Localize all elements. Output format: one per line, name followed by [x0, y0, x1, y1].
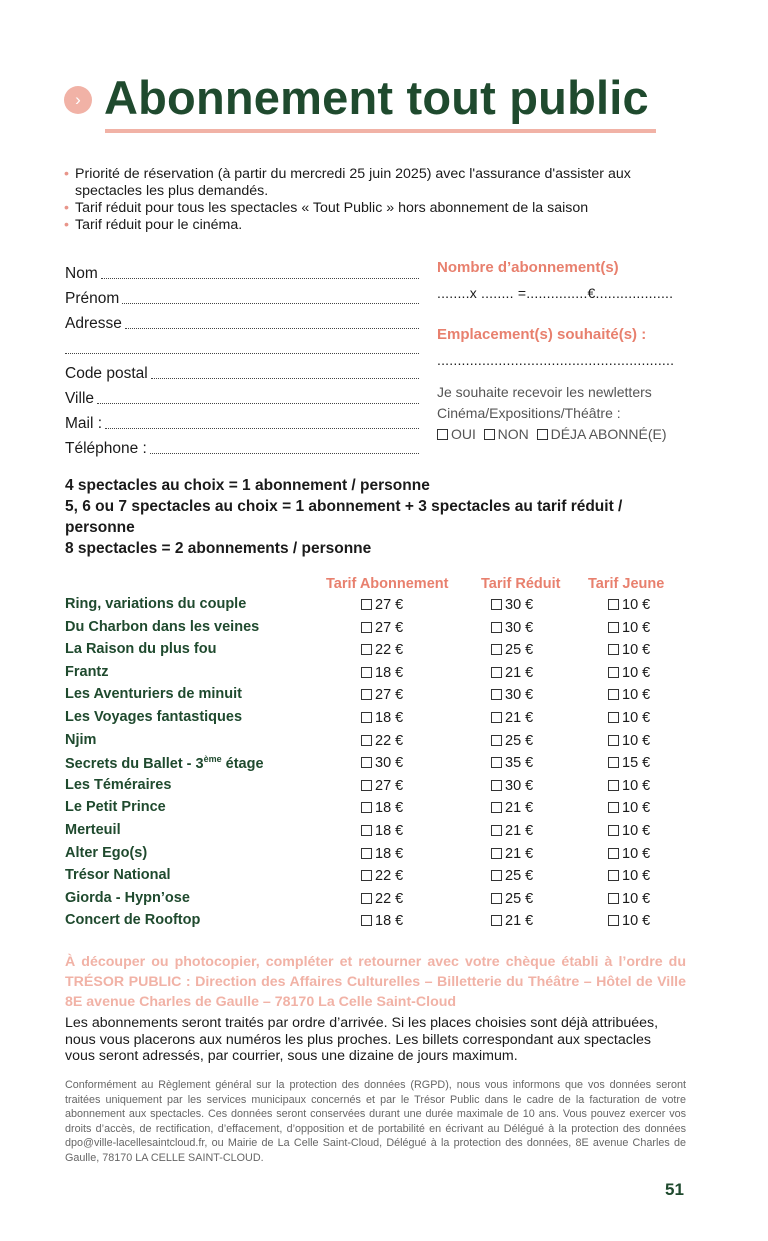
reduit-checkbox[interactable]: [491, 712, 502, 723]
col-tarif-reduit: Tarif Réduit: [481, 576, 561, 592]
table-row: [0, 752, 768, 775]
reduit-checkbox[interactable]: [491, 735, 502, 746]
prenom-field[interactable]: [65, 283, 419, 308]
price-reduit-value: 25 €: [505, 890, 534, 907]
abonnement-checkbox[interactable]: [361, 825, 372, 836]
abonnement-checkbox[interactable]: [361, 915, 372, 926]
mail-label: Mail :: [65, 415, 103, 432]
telephone-label: Téléphone :: [65, 440, 147, 457]
price-reduit-value: 21 €: [505, 845, 534, 862]
price-abonnement[interactable]: [361, 687, 403, 703]
abonnement-checkbox[interactable]: [361, 644, 372, 655]
show-name-text: Du Charbon dans les veines: [65, 618, 260, 635]
show-name-text: Ring, variations du couple: [65, 596, 247, 612]
non-label: NON: [497, 426, 529, 442]
abonnement-checkbox[interactable]: [361, 757, 372, 768]
price-jeune[interactable]: [608, 710, 650, 726]
price-abonnement[interactable]: [361, 733, 403, 749]
price-abonnement-value: 22 €: [375, 868, 404, 885]
jeune-checkbox[interactable]: [608, 915, 619, 926]
jeune-checkbox[interactable]: [608, 802, 619, 813]
show-name: [65, 867, 171, 883]
show-name-text: Les Voyages fantastiques: [65, 708, 243, 725]
price-abonnement-value: 22 €: [375, 890, 404, 907]
show-name-text: Les Téméraires: [65, 776, 172, 793]
price-jeune[interactable]: [608, 800, 650, 816]
emplacement-heading: Emplacement(s) souhaité(s) :: [437, 326, 647, 343]
table-row: [0, 730, 768, 753]
show-name: [65, 890, 190, 906]
prenom-label: Prénom: [65, 290, 120, 307]
show-name: [65, 664, 109, 680]
benefit-item: • Priorité de réservation (à partir du mercredi 25 juin 2025) avec l'assurance d'assister aux spectacles les plus demandés.: [64, 166, 694, 200]
jeune-checkbox[interactable]: [608, 870, 619, 881]
price-jeune[interactable]: [608, 597, 650, 613]
table-row: [0, 617, 768, 640]
abonnement-checkbox[interactable]: [361, 712, 372, 723]
adresse-input[interactable]: [125, 328, 419, 329]
price-abonnement[interactable]: [361, 597, 403, 613]
price-reduit-value: 21 €: [505, 800, 534, 817]
table-row: [0, 707, 768, 730]
ville-input[interactable]: [97, 403, 419, 404]
nom-input[interactable]: [101, 278, 419, 279]
abonnement-checkbox[interactable]: [361, 780, 372, 791]
table-row: [0, 910, 768, 933]
oui-label: OUI: [451, 426, 476, 442]
jeune-checkbox[interactable]: [608, 667, 619, 678]
reduit-checkbox[interactable]: [491, 893, 502, 904]
price-jeune-value: 10 €: [622, 777, 651, 794]
benefit-item: • Tarif réduit pour le cinéma.: [64, 217, 694, 234]
price-reduit-value: 21 €: [505, 913, 534, 930]
price-jeune-value: 10 €: [622, 913, 651, 930]
show-name-text: Secrets du Ballet - 3: [65, 755, 204, 772]
show-name-text: Concert de Rooftop: [65, 912, 201, 929]
price-reduit[interactable]: [491, 642, 533, 658]
price-reduit-value: 30 €: [505, 597, 534, 613]
show-name: [65, 619, 259, 635]
show-name: [65, 686, 242, 702]
jeune-checkbox[interactable]: [608, 599, 619, 610]
price-abonnement[interactable]: [361, 800, 403, 816]
price-jeune[interactable]: [608, 778, 650, 794]
jeune-checkbox[interactable]: [608, 825, 619, 836]
rule-item: 8 spectacles = 2 abonnements / personne: [65, 540, 372, 557]
price-reduit-value: 30 €: [505, 687, 534, 704]
price-abonnement[interactable]: [361, 665, 403, 681]
price-abonnement[interactable]: [361, 710, 403, 726]
price-abonnement-value: 18 €: [375, 664, 404, 681]
jeune-checkbox[interactable]: [608, 644, 619, 655]
emplacement-input[interactable]: ..........................................................: [437, 352, 675, 368]
price-abonnement-value: 22 €: [375, 642, 404, 659]
nombre-input[interactable]: ........x ........ =...............€...................: [437, 285, 674, 301]
jeune-checkbox[interactable]: [608, 712, 619, 723]
price-reduit[interactable]: [491, 891, 533, 907]
abonnement-checkbox[interactable]: [361, 689, 372, 700]
price-reduit[interactable]: [491, 755, 533, 771]
adresse-input-2[interactable]: [65, 353, 419, 354]
page-title: Abonnement tout public: [104, 71, 649, 124]
price-jeune-value: 10 €: [622, 890, 651, 907]
price-reduit-value: 21 €: [505, 709, 534, 726]
table-row: [0, 888, 768, 911]
show-name: [65, 777, 171, 793]
code-postal-label: Code postal: [65, 365, 148, 382]
price-jeune-value: 10 €: [622, 687, 651, 704]
table-row: [0, 594, 768, 617]
abonnement-checkbox[interactable]: [361, 599, 372, 610]
price-reduit[interactable]: [491, 913, 533, 929]
price-jeune-value: 15 €: [622, 755, 651, 772]
price-reduit-value: 25 €: [505, 732, 534, 749]
price-jeune[interactable]: [608, 620, 650, 636]
price-jeune-value: 10 €: [622, 619, 651, 636]
reduit-checkbox[interactable]: [491, 757, 502, 768]
table-row: [0, 775, 768, 798]
abonnement-checkbox[interactable]: [361, 735, 372, 746]
table-row: [0, 865, 768, 888]
price-reduit-value: 30 €: [505, 777, 534, 794]
show-name-text: Njim: [65, 731, 97, 748]
nombre-heading: Nombre d’abonnement(s): [437, 259, 619, 276]
price-reduit[interactable]: [491, 620, 533, 636]
jeune-checkbox[interactable]: [608, 780, 619, 791]
mail-input[interactable]: [105, 428, 419, 429]
price-abonnement-value: 22 €: [375, 732, 404, 749]
show-name-text: La Raison du plus fou: [65, 641, 217, 658]
price-jeune-value: 10 €: [622, 732, 651, 749]
abonnement-checkbox[interactable]: [361, 870, 372, 881]
abonnement-checkbox[interactable]: [361, 893, 372, 904]
reduit-checkbox[interactable]: [491, 848, 502, 859]
reduit-checkbox[interactable]: [491, 780, 502, 791]
page-number: 51: [665, 1180, 684, 1199]
reduit-checkbox[interactable]: [491, 599, 502, 610]
price-abonnement-value: 27 €: [375, 687, 404, 704]
price-jeune[interactable]: [608, 868, 650, 884]
show-name: [65, 845, 147, 861]
price-abonnement-value: 27 €: [375, 597, 404, 613]
price-abonnement-value: 27 €: [375, 777, 404, 794]
rule-item: 4 spectacles au choix = 1 abonnement / personne: [65, 477, 430, 494]
price-jeune[interactable]: [608, 891, 650, 907]
newsletter-line-1: Je souhaite recevoir les newletters: [437, 384, 652, 400]
show-name: [65, 641, 216, 657]
reduit-checkbox[interactable]: [491, 689, 502, 700]
table-row: [0, 662, 768, 685]
price-abonnement[interactable]: [361, 755, 403, 771]
reduit-checkbox[interactable]: [491, 644, 502, 655]
col-tarif-jeune: Tarif Jeune: [588, 576, 665, 592]
price-reduit[interactable]: [491, 823, 533, 839]
abonnement-checkbox[interactable]: [361, 802, 372, 813]
jeune-checkbox[interactable]: [608, 757, 619, 768]
price-reduit-value: 30 €: [505, 619, 534, 636]
price-abonnement-value: 18 €: [375, 709, 404, 726]
price-reduit-value: 21 €: [505, 822, 534, 839]
jeune-checkbox[interactable]: [608, 893, 619, 904]
abonnement-checkbox[interactable]: [361, 622, 372, 633]
show-name-text: Les Aventuriers de minuit: [65, 686, 242, 703]
newsletter-line-2: Cinéma/Expositions/Théâtre :: [437, 405, 621, 421]
show-name-text: Giorda - Hypn’ose: [65, 889, 190, 906]
show-name-text: Frantz: [65, 663, 109, 680]
price-reduit-value: 25 €: [505, 642, 534, 659]
subscription-details: [437, 259, 697, 445]
price-jeune-value: 10 €: [622, 868, 651, 885]
return-instructions: À découper ou photocopier, compléter et retourner avec votre chèque établi à l’ordre du TRÉSOR PUBLIC : Direction des Affaires Culturelles – Billetterie du Théâtre – Hôtel de Ville 8E avenue Charles de Gaulle – 78170 La Celle Saint-Cloud: [65, 954, 686, 1010]
col-tarif-abonnement: Tarif Abonnement: [326, 576, 449, 592]
title-underline: [105, 129, 656, 133]
abonnement-checkbox[interactable]: [361, 848, 372, 859]
jeune-checkbox[interactable]: [608, 689, 619, 700]
reduit-checkbox[interactable]: [491, 802, 502, 813]
prenom-input[interactable]: [122, 303, 419, 304]
price-reduit-value: 35 €: [505, 755, 534, 772]
adresse-field-2[interactable]: [65, 333, 419, 358]
contact-form: [65, 258, 419, 458]
table-row: [0, 684, 768, 707]
price-reduit[interactable]: [491, 868, 533, 884]
reduit-checkbox[interactable]: [491, 667, 502, 678]
price-reduit[interactable]: [491, 778, 533, 794]
price-abonnement-value: 18 €: [375, 822, 404, 839]
deja-abonne-checkbox[interactable]: [537, 429, 548, 440]
telephone-field[interactable]: [65, 433, 419, 458]
price-reduit[interactable]: [491, 687, 533, 703]
price-reduit[interactable]: [491, 800, 533, 816]
show-name: [65, 822, 121, 838]
price-abonnement-value: 18 €: [375, 845, 404, 862]
nom-label: Nom: [65, 265, 98, 282]
price-abonnement[interactable]: [361, 868, 403, 884]
jeune-checkbox[interactable]: [608, 848, 619, 859]
price-abonnement[interactable]: [361, 778, 403, 794]
price-jeune-value: 10 €: [622, 800, 651, 817]
show-name-text: Trésor National: [65, 867, 171, 884]
price-abonnement[interactable]: [361, 642, 403, 658]
oui-checkbox[interactable]: [437, 429, 448, 440]
price-jeune[interactable]: [608, 846, 650, 862]
reduit-checkbox[interactable]: [491, 915, 502, 926]
rule-item: 5, 6 ou 7 spectacles au choix = 1 abonnement + 3 spectacles au tarif réduit / personne: [65, 498, 623, 536]
reduit-checkbox[interactable]: [491, 622, 502, 633]
code-postal-input[interactable]: [151, 378, 419, 379]
price-jeune[interactable]: [608, 642, 650, 658]
abonnement-checkbox[interactable]: [361, 667, 372, 678]
price-reduit[interactable]: [491, 597, 533, 613]
show-name: [65, 799, 166, 815]
show-name: [65, 754, 264, 772]
price-abonnement[interactable]: [361, 620, 403, 636]
show-name-after: étage: [221, 755, 264, 772]
newsletter-options: [437, 424, 697, 445]
price-jeune-value: 10 €: [622, 845, 651, 862]
price-jeune[interactable]: [608, 665, 650, 681]
price-jeune[interactable]: [608, 823, 650, 839]
price-abonnement[interactable]: [361, 823, 403, 839]
price-abonnement-value: 30 €: [375, 755, 404, 772]
show-name: [65, 596, 246, 612]
price-jeune[interactable]: [608, 687, 650, 703]
chevron-right-icon: ›: [64, 86, 92, 114]
gdpr-notice: Conformément au Règlement général sur la protection des données (RGPD), nous vous informons que vos données seront traitées uniquement par les services municipaux concernés et par le Trésor Public dans le cadre de la facturation de votre abonnement aux spectacles. Ces données seront conservées durant une durée maximale de 10 ans. Vous pouvez exercer vos droits d’accès, de rectification, d’effacement, d’opposition et de portabilité en écrivant au Délégué à la protection des données dpo@ville-lacellesaintcloud.fr, ou Mairie de La Celle Saint-Cloud, Délégué à la protection des données, 8E avenue Charles de Gaulle, 78170 LA CELLE SAINT-CLOUD.: [65, 1079, 686, 1164]
price-reduit[interactable]: [491, 665, 533, 681]
telephone-input[interactable]: [150, 453, 419, 454]
table-row: [0, 820, 768, 843]
nom-field[interactable]: [65, 258, 419, 283]
price-abonnement[interactable]: [361, 913, 403, 929]
code-postal-field[interactable]: [65, 358, 419, 383]
adresse-label: Adresse: [65, 315, 122, 332]
price-abonnement-value: 18 €: [375, 800, 404, 817]
show-name: [65, 912, 200, 928]
price-jeune-value: 10 €: [622, 642, 651, 659]
ville-field[interactable]: [65, 383, 419, 408]
price-abonnement[interactable]: [361, 846, 403, 862]
price-reduit-value: 25 €: [505, 868, 534, 885]
non-checkbox[interactable]: [484, 429, 495, 440]
show-name-sup: ème: [203, 754, 222, 765]
price-jeune-value: 10 €: [622, 709, 651, 726]
deja-abonne-label: DÉJA ABONNÉ(E): [550, 426, 667, 442]
adresse-field[interactable]: [65, 308, 419, 333]
show-name-text: Merteuil: [65, 821, 121, 838]
mail-field[interactable]: [65, 408, 419, 433]
price-reduit[interactable]: [491, 733, 533, 749]
show-name: [65, 732, 96, 748]
jeune-checkbox[interactable]: [608, 622, 619, 633]
price-jeune-value: 10 €: [622, 822, 651, 839]
show-name: [65, 709, 242, 725]
jeune-checkbox[interactable]: [608, 735, 619, 746]
price-reduit[interactable]: [491, 846, 533, 862]
processing-note: Les abonnements seront traités par ordre d’arrivée. Si les places choisies sont déjà attribuées, nous vous placerons aux numéros les plus proches. Les billets correspondant aux spectacles vous seront adressés, par courrier, sous une dizaine de jours maximum.: [65, 1015, 659, 1064]
benefits-list: [64, 166, 694, 234]
price-jeune[interactable]: [608, 733, 650, 749]
price-table: [0, 594, 768, 933]
newsletter-block: [437, 382, 697, 445]
show-name-text: Le Petit Prince: [65, 799, 166, 816]
reduit-checkbox[interactable]: [491, 825, 502, 836]
benefit-item: • Tarif réduit pour tous les spectacles « Tout Public » hors abonnement de la saison: [64, 200, 694, 217]
price-abonnement-value: 27 €: [375, 619, 404, 636]
table-row: [0, 797, 768, 820]
table-row: [0, 639, 768, 662]
price-jeune-value: 10 €: [622, 597, 651, 613]
price-reduit[interactable]: [491, 710, 533, 726]
ville-label: Ville: [65, 390, 95, 407]
price-abonnement[interactable]: [361, 891, 403, 907]
show-name-text: Alter Ego(s): [65, 844, 148, 861]
price-jeune-value: 10 €: [622, 664, 651, 681]
table-row: [0, 843, 768, 866]
price-reduit-value: 21 €: [505, 664, 534, 681]
price-jeune[interactable]: [608, 913, 650, 929]
price-jeune[interactable]: [608, 755, 650, 771]
reduit-checkbox[interactable]: [491, 870, 502, 881]
subscription-rules: [65, 475, 695, 559]
price-abonnement-value: 18 €: [375, 913, 404, 930]
